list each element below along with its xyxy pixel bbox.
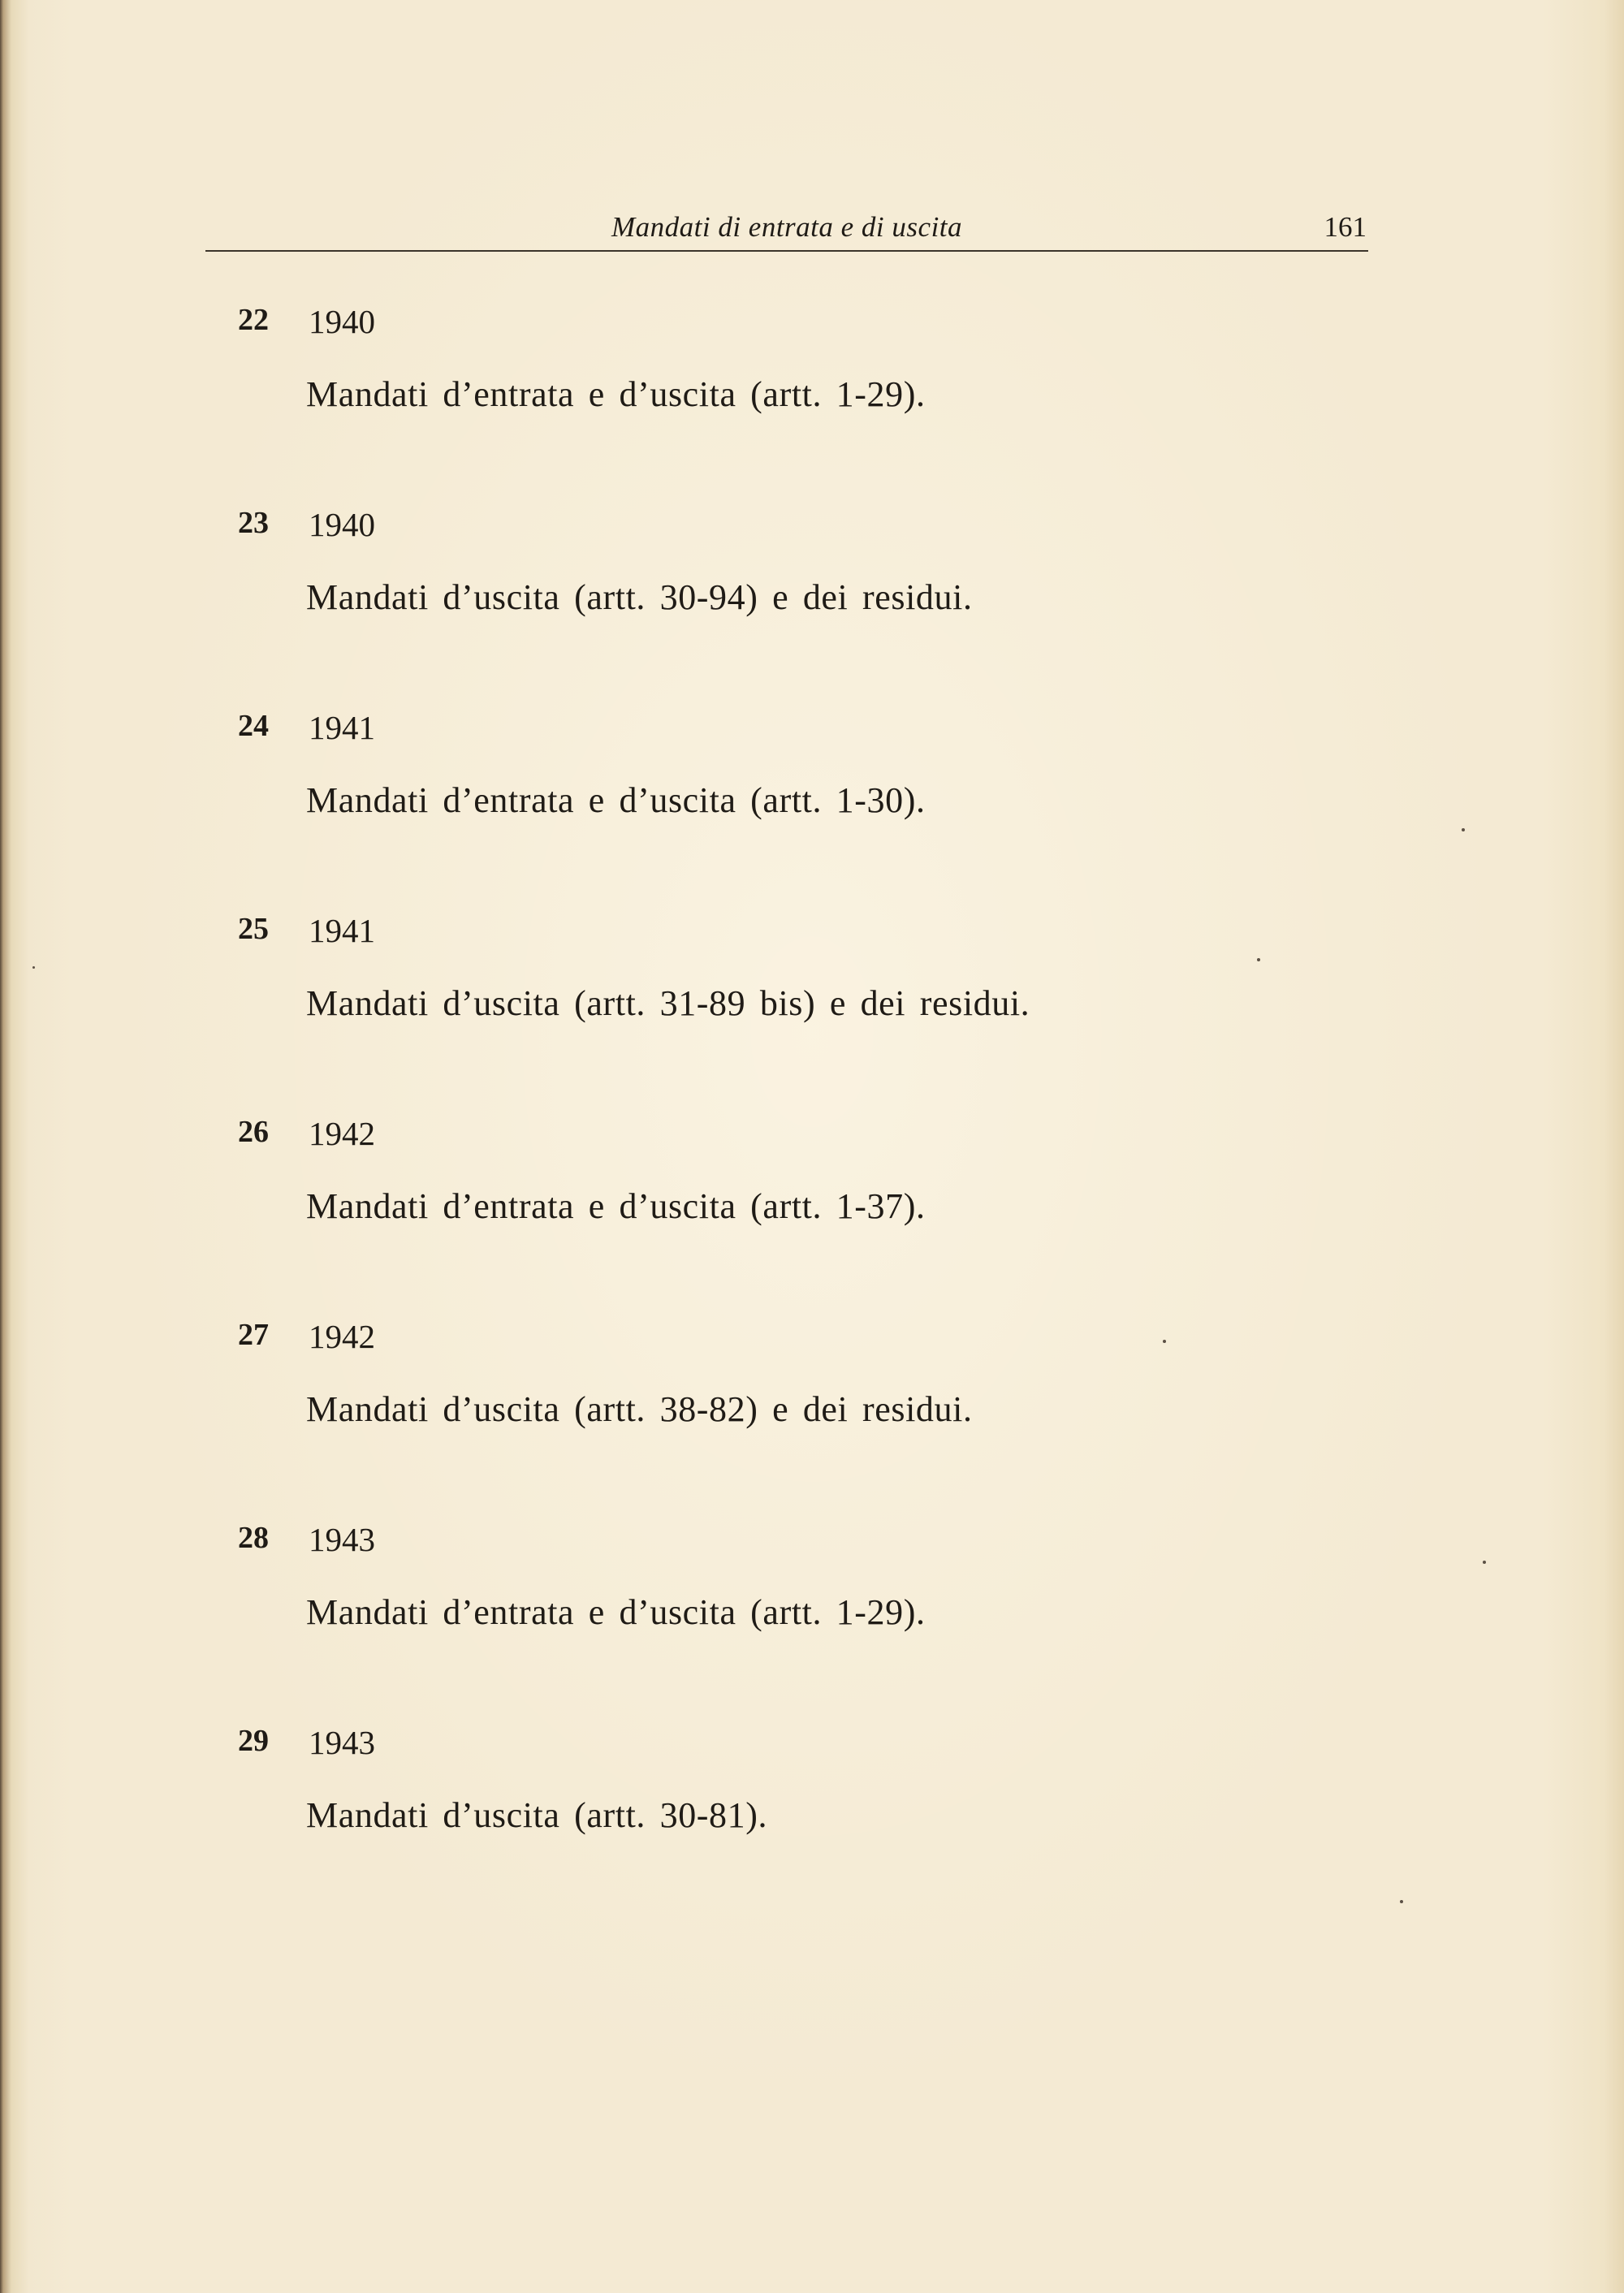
entry-number: 23	[238, 506, 269, 540]
entry-description: Mandati d’uscita (artt. 30-81).	[306, 1795, 768, 1835]
entry-year: 1941	[309, 912, 375, 949]
list-item	[0, 1317, 1624, 1520]
entry-description: Mandati d’entrata e d’uscita (artt. 1-29).	[306, 374, 926, 414]
list-item	[0, 1520, 1624, 1723]
paper-speck	[1400, 1900, 1403, 1903]
entry-number: 22	[238, 303, 269, 337]
list-item	[0, 911, 1624, 1114]
entry-number: 24	[238, 709, 269, 743]
entry-year: 1941	[309, 709, 375, 746]
list-item	[0, 302, 1624, 505]
entry-year: 1942	[309, 1115, 375, 1152]
entry-description: Mandati d’entrata e d’uscita (artt. 1-30).	[306, 780, 926, 820]
entry-year: 1942	[309, 1318, 375, 1355]
paper-speck	[1483, 1561, 1486, 1564]
entry-number: 27	[238, 1318, 269, 1352]
page-header	[205, 209, 1368, 252]
entry-description: Mandati d’uscita (artt. 30-94) e dei residui.	[306, 577, 973, 617]
entry-number: 26	[238, 1115, 269, 1149]
paper-speck	[1163, 1340, 1166, 1343]
list-item	[0, 1114, 1624, 1317]
entry-year: 1943	[309, 1521, 375, 1558]
list-item	[0, 1723, 1624, 1926]
running-title: Mandati di entrata e di uscita	[611, 211, 963, 243]
entry-list	[0, 302, 1624, 1926]
list-item	[0, 505, 1624, 708]
entry-year: 1940	[309, 303, 375, 340]
entry-description: Mandati d’entrata e d’uscita (artt. 1-37).	[306, 1186, 926, 1226]
paper-speck	[32, 966, 35, 969]
paper-speck	[1462, 828, 1465, 831]
list-item	[0, 708, 1624, 911]
entry-number: 25	[238, 912, 269, 946]
entry-year: 1943	[309, 1724, 375, 1761]
entry-number: 29	[238, 1724, 269, 1758]
entry-description: Mandati d’uscita (artt. 38-82) e dei residui.	[306, 1389, 973, 1429]
entry-description: Mandati d’uscita (artt. 31-89 bis) e dei residui.	[306, 983, 1030, 1023]
paper-speck	[1257, 958, 1260, 961]
entry-number: 28	[238, 1521, 269, 1555]
entry-year: 1940	[309, 506, 375, 543]
entry-description: Mandati d’entrata e d’uscita (artt. 1-29).	[306, 1592, 926, 1632]
page-number: 161	[1324, 211, 1367, 243]
